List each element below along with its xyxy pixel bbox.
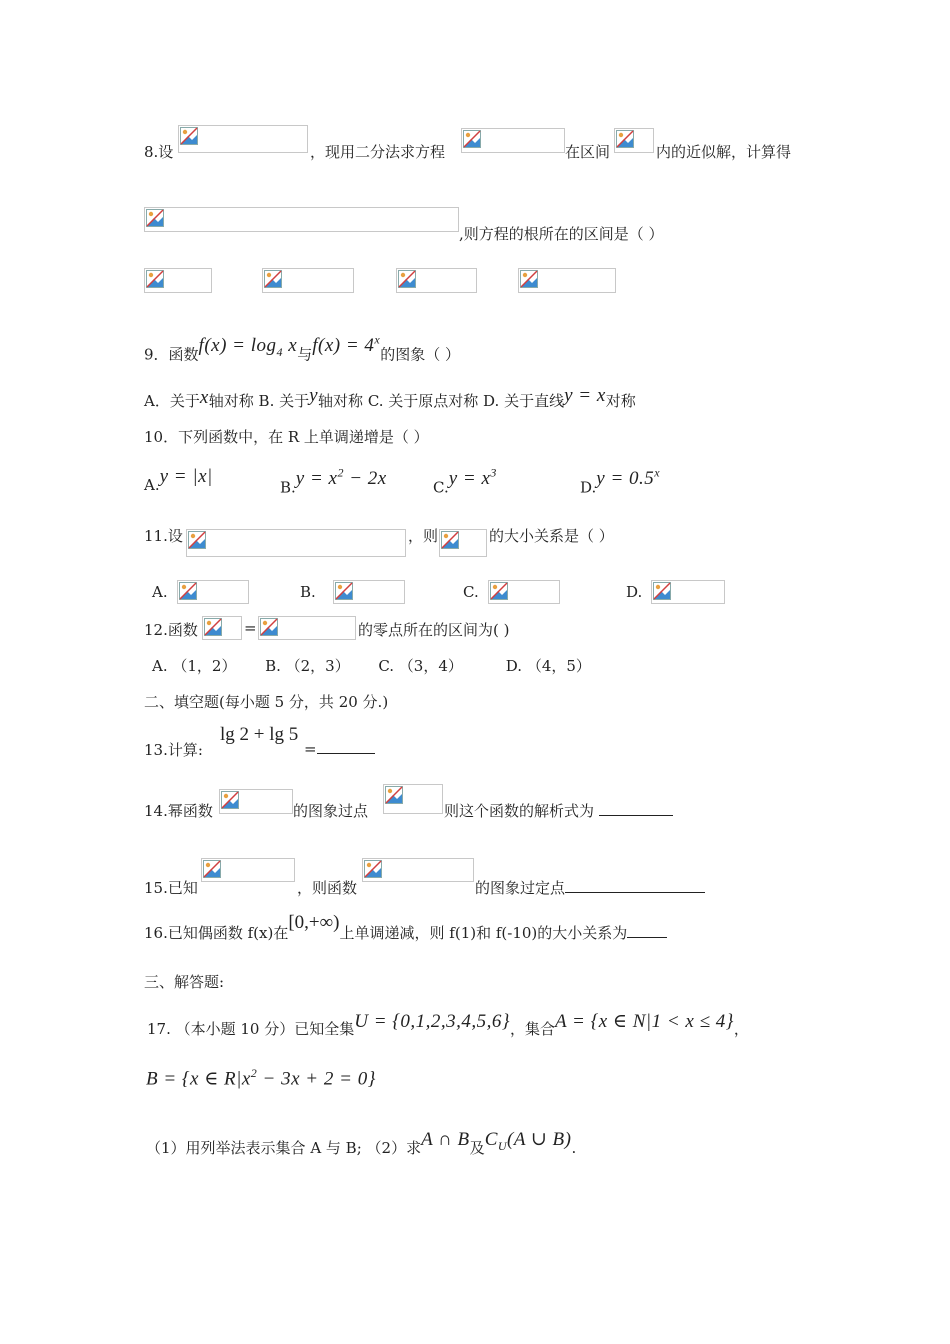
broken-image-icon	[441, 531, 459, 549]
broken-image-placeholder	[201, 858, 295, 882]
q16-line	[144, 912, 667, 944]
q9-formula-log: $f(x) = \log_4 x$	[198, 335, 298, 360]
answer-blank	[627, 923, 667, 938]
q10-option-a: A.y = |x|	[144, 466, 213, 494]
q9-and: 与	[297, 345, 313, 364]
q12-tail: 的零点所在的区间为( )	[358, 621, 510, 639]
q17-intersection: A ∩ B	[421, 1129, 470, 1150]
broken-image-placeholder	[383, 784, 443, 814]
q12-equals: =	[244, 619, 257, 637]
q12-number: 12.函数	[144, 621, 198, 639]
broken-image-icon	[203, 860, 221, 878]
broken-image-placeholder	[461, 128, 565, 153]
q14-text1: 的图象过点	[293, 802, 369, 820]
broken-image-icon	[260, 618, 278, 636]
broken-image-placeholder	[178, 125, 308, 153]
q15-text1: ，则函数	[297, 879, 358, 897]
q16-interval: [0,+∞)	[288, 912, 340, 933]
q10-option-c: $C.y = x^3$	[433, 466, 497, 497]
broken-image-icon	[221, 791, 239, 809]
q17-line1: 17. （本小题 10 分）已知全集U = {0,1,2,3,4,5,6}，集合A = {x ∈ N|1 < x ≤ 4}，	[147, 1011, 749, 1038]
broken-image-icon	[188, 531, 206, 549]
broken-image-icon	[490, 582, 508, 600]
broken-image-placeholder	[651, 580, 725, 604]
broken-image-placeholder	[362, 858, 474, 882]
q11-option-b-label: B.	[300, 583, 316, 601]
broken-image-placeholder	[614, 128, 654, 153]
q11-text1: ，则	[408, 527, 439, 545]
answer-blank	[565, 878, 705, 893]
q17-parts: （1）用列举法表示集合 A 与 B; （2）求A ∩ B及$C_U(A$ ∪ B).	[146, 1129, 577, 1157]
broken-image-icon	[385, 786, 403, 804]
q11-option-a-label: A.	[152, 583, 168, 601]
q14-text2: 则这个函数的解析式为	[444, 800, 673, 821]
q17-universal-set: U = {0,1,2,3,4,5,6}	[354, 1011, 510, 1032]
q8-text4: ,则方程的根所在的区间是（ ）	[459, 225, 664, 243]
q17-set-b: B = {x ∈ $R|x^2 - 3x + 2 = 0$}	[146, 1066, 376, 1090]
q9-tail: 的图象（ ）	[380, 345, 461, 364]
q12-options: A. （1，2） B. （2，3） C. （3，4） D. （4，5）	[152, 657, 591, 675]
q8-line1	[144, 141, 173, 162]
q10-stem: 10．下列函数中，在 R 上单调递增是（ ）	[144, 428, 429, 446]
broken-image-placeholder	[262, 268, 354, 293]
broken-image-placeholder	[488, 580, 560, 604]
section-3-heading: 三、解答题:	[144, 973, 225, 991]
broken-image-icon	[179, 582, 197, 600]
q11-option-d-label: D.	[626, 583, 643, 601]
broken-image-icon	[204, 618, 222, 636]
q9-options: A．关于x轴对称 B. 关于y轴对称 C. 关于原点对称 D. 关于直线y = x对称	[144, 385, 636, 410]
q17-complement: $C_U(A$ ∪ B)	[484, 1129, 572, 1153]
broken-image-placeholder	[202, 616, 242, 640]
broken-image-icon	[364, 860, 382, 878]
broken-image-icon	[335, 582, 353, 600]
q13-expression: lg 2 + lg 5	[220, 724, 299, 745]
broken-image-icon	[520, 270, 538, 288]
q13-number: 13.计算:	[144, 741, 203, 759]
broken-image-placeholder	[177, 580, 249, 604]
broken-image-icon	[463, 130, 481, 148]
broken-image-icon	[616, 130, 634, 148]
q9-number: 9．函数	[144, 345, 199, 364]
q16-tail: 上单调递减，则 f(1)和 f(-10)的大小关系为	[339, 924, 628, 942]
broken-image-placeholder	[144, 207, 459, 232]
broken-image-placeholder	[333, 580, 405, 604]
broken-image-icon	[180, 127, 198, 145]
broken-image-icon	[146, 209, 164, 227]
q8-number: 8.设	[144, 143, 174, 161]
broken-image-icon	[653, 582, 671, 600]
broken-image-placeholder	[186, 529, 406, 557]
answer-blank	[317, 739, 375, 754]
answer-blank	[599, 801, 673, 816]
q14-number: 14.幂函数	[144, 802, 213, 820]
q15-text2: 的图象过定点	[475, 877, 705, 898]
q15-number: 15.已知	[144, 879, 198, 897]
broken-image-placeholder	[144, 268, 212, 293]
q16-number: 16.已知偶函数 f(x)在	[144, 924, 289, 942]
q9-line	[144, 333, 461, 368]
q17-set-a: A = {x ∈ N|1 < x ≤ 4}	[555, 1011, 734, 1032]
section-2-heading: 二、填空题(每小题 5 分，共 20 分.)	[144, 693, 389, 711]
q11-option-c-label: C.	[463, 583, 479, 601]
broken-image-placeholder	[439, 529, 487, 557]
q8-text3: 内的近似解，计算得	[656, 143, 792, 161]
q10-option-b: $B.y = x^2 - 2x$	[280, 466, 387, 497]
q13-answer: =	[304, 739, 375, 758]
broken-image-placeholder	[518, 268, 616, 293]
q9-formula-exp: $f(x) = 4^x$	[312, 333, 381, 357]
broken-image-placeholder	[258, 616, 356, 640]
q10-option-d: $D.y = 0.5^x$	[580, 466, 661, 497]
broken-image-placeholder	[396, 268, 477, 293]
q8-text2: 在区间	[565, 143, 611, 161]
broken-image-icon	[398, 270, 416, 288]
broken-image-placeholder	[219, 789, 293, 814]
broken-image-icon	[264, 270, 282, 288]
q11-number: 11.设	[144, 527, 183, 545]
q8-text1: ，现用二分法求方程	[310, 143, 446, 161]
broken-image-icon	[146, 270, 164, 288]
q11-text2: 的大小关系是（ ）	[489, 527, 614, 545]
q17-number: 17. （本小题 10 分）已知全集	[147, 1020, 355, 1038]
